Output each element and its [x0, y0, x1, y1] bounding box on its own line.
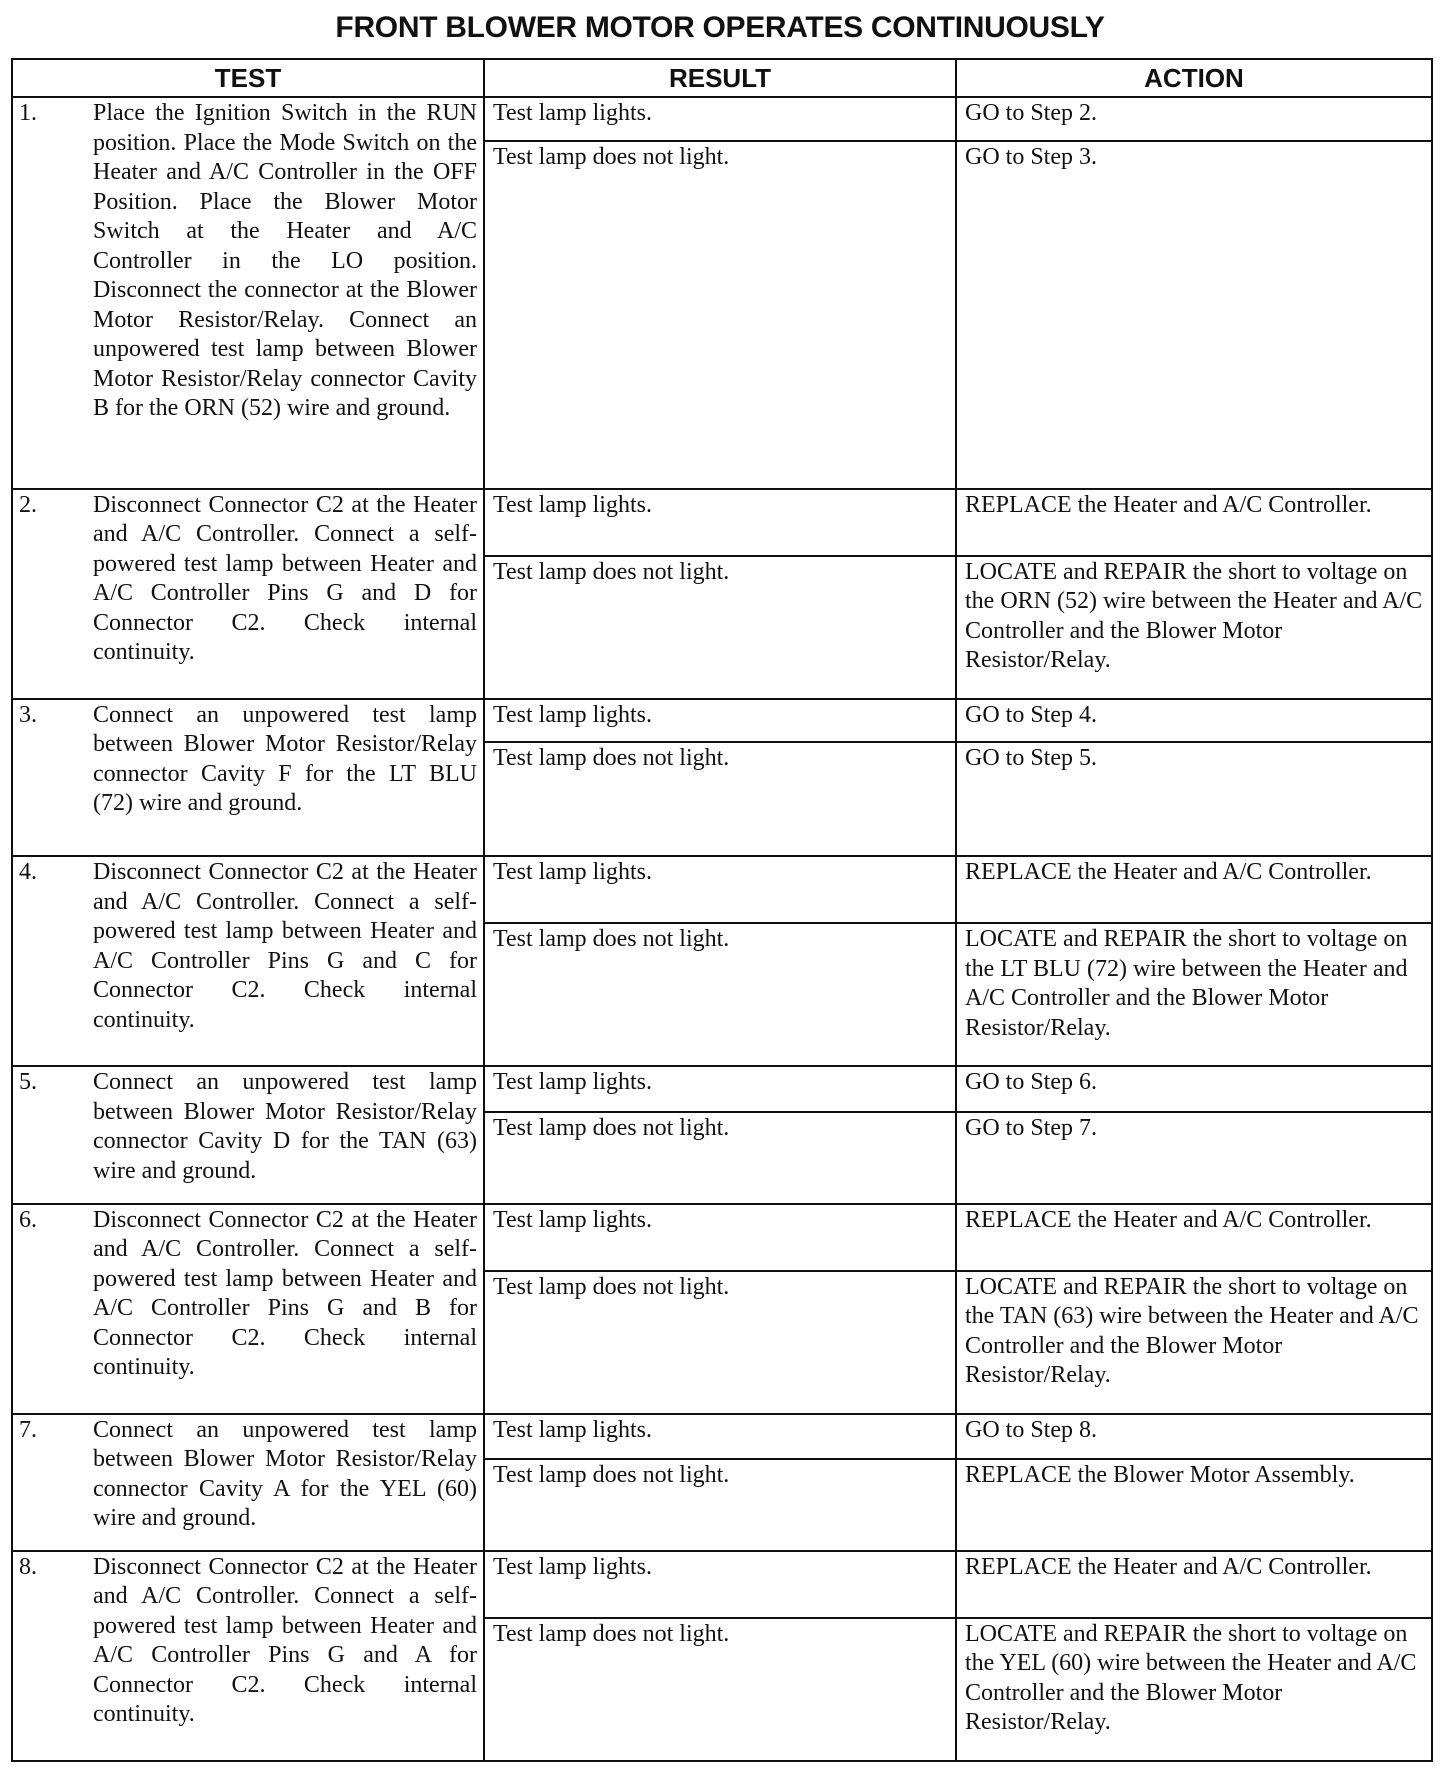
result-cell: Test lamp does not light. — [484, 923, 956, 1066]
header-result: RESULT — [484, 59, 956, 97]
result-cell: Test lamp lights. — [484, 97, 956, 141]
table-row — [12, 1551, 1432, 1618]
header-action: ACTION — [956, 59, 1432, 97]
step-number: 5. — [19, 1069, 37, 1096]
result-cell: Test lamp does not light. — [484, 556, 956, 699]
result-cell: Test lamp lights. — [484, 1066, 956, 1112]
action-cell: GO to Step 6. — [956, 1066, 1432, 1112]
action-cell: REPLACE the Heater and A/C Controller. — [956, 489, 1432, 556]
result-cell: Test lamp does not light. — [484, 1271, 956, 1414]
action-cell: LOCATE and REPAIR the short to voltage on the TAN (63) wire between the Heater and A/C Controller and the Blower Motor Resistor/Relay. — [956, 1271, 1432, 1414]
action-cell: REPLACE the Heater and A/C Controller. — [956, 1551, 1432, 1618]
test-cell — [12, 699, 484, 856]
action-cell: REPLACE the Heater and A/C Controller. — [956, 856, 1432, 923]
result-cell: Test lamp does not light. — [484, 141, 956, 489]
action-cell: REPLACE the Heater and A/C Controller. — [956, 1204, 1432, 1271]
result-cell: Test lamp does not light. — [484, 742, 956, 856]
result-cell: Test lamp lights. — [484, 1204, 956, 1271]
test-cell — [12, 1204, 484, 1414]
step-number: 6. — [19, 1206, 37, 1233]
result-cell: Test lamp lights. — [484, 856, 956, 923]
result-cell: Test lamp does not light. — [484, 1112, 956, 1204]
step-test-text: Connect an unpowered test lamp between Blower Motor Resistor/Relay connector Cavity F for the LT BLU (72) wire and ground. — [93, 701, 477, 817]
table-row — [12, 1066, 1432, 1112]
step-test-text: Connect an unpowered test lamp between Blower Motor Resistor/Relay connector Cavity A for the YEL (60) wire and ground. — [93, 1416, 477, 1532]
action-cell: GO to Step 7. — [956, 1112, 1432, 1204]
action-cell: GO to Step 8. — [956, 1414, 1432, 1460]
table-row — [12, 1414, 1432, 1460]
table-row — [12, 856, 1432, 923]
header-test: TEST — [12, 59, 484, 97]
diagnostic-table — [11, 58, 1433, 1762]
test-cell — [12, 1414, 484, 1551]
page-title: FRONT BLOWER MOTOR OPERATES CONTINUOUSLY — [335, 11, 1105, 44]
test-cell — [12, 97, 484, 489]
action-cell: LOCATE and REPAIR the short to voltage on the ORN (52) wire between the Heater and A/C Controller and the Blower Motor Resistor/Relay. — [956, 556, 1432, 699]
step-number: 2. — [19, 491, 37, 518]
result-cell: Test lamp lights. — [484, 1551, 956, 1618]
action-cell: LOCATE and REPAIR the short to voltage on the YEL (60) wire between the Heater and A/C Controller and the Blower Motor Resistor/Relay. — [956, 1618, 1432, 1761]
step-number: 4. — [19, 859, 37, 886]
result-cell: Test lamp lights. — [484, 699, 956, 743]
table-row — [12, 699, 1432, 743]
step-number: 8. — [19, 1553, 37, 1580]
table-body — [12, 97, 1432, 1761]
result-cell: Test lamp does not light. — [484, 1459, 956, 1551]
step-number: 3. — [19, 701, 37, 728]
action-cell: GO to Step 3. — [956, 141, 1432, 489]
test-cell — [12, 1066, 484, 1203]
action-cell: REPLACE the Blower Motor Assembly. — [956, 1459, 1432, 1551]
step-test-text: Place the Ignition Switch in the RUN position. Place the Mode Switch on the Heater and A/C Controller in the OFF Position. Place the Blower Motor Switch at the Heater and A/C Controller in the LO position. Disconnect the connector at the Blower Motor Resistor/Relay. Connect an unpowered test lamp between Blower Motor Resistor/Relay connector Cavity B for the ORN (52) wire and ground. — [93, 100, 477, 421]
table-row — [12, 97, 1432, 141]
step-test-text: Disconnect Connector C2 at the Heater and A/C Controller. Connect a self-powered test lamp between Heater and A/C Controller Pins G and C for Connector C2. Check internal continuity. — [93, 859, 477, 1033]
step-test-text: Connect an unpowered test lamp between Blower Motor Resistor/Relay connector Cavity D for the TAN (63) wire and ground. — [93, 1069, 477, 1184]
result-cell: Test lamp does not light. — [484, 1618, 956, 1761]
action-cell: LOCATE and REPAIR the short to voltage on the LT BLU (72) wire between the Heater and A/C Controller and the Blower Motor Resistor/Relay. — [956, 923, 1432, 1066]
test-cell — [12, 1551, 484, 1761]
action-cell: GO to Step 4. — [956, 699, 1432, 743]
action-cell: GO to Step 5. — [956, 742, 1432, 856]
step-test-text: Disconnect Connector C2 at the Heater and A/C Controller. Connect a self-powered test lamp between Heater and A/C Controller Pins G and D for Connector C2. Check internal continuity. — [93, 491, 477, 666]
test-cell — [12, 856, 484, 1066]
action-cell: GO to Step 2. — [956, 97, 1432, 141]
step-number: 1. — [19, 100, 37, 126]
result-cell: Test lamp lights. — [484, 489, 956, 556]
table-row — [12, 489, 1432, 556]
result-cell: Test lamp lights. — [484, 1414, 956, 1460]
table-header-row — [12, 59, 1432, 97]
step-test-text: Disconnect Connector C2 at the Heater and A/C Controller. Connect a self-powered test lamp between Heater and A/C Controller Pins G and B for Connector C2. Check internal continuity. — [93, 1206, 477, 1381]
test-cell — [12, 489, 484, 699]
step-number: 7. — [19, 1416, 37, 1443]
table-row — [12, 1204, 1432, 1271]
step-test-text: Disconnect Connector C2 at the Heater and A/C Controller. Connect a self-powered test lamp between Heater and A/C Controller Pins G and A for Connector C2. Check internal continuity. — [93, 1553, 477, 1728]
